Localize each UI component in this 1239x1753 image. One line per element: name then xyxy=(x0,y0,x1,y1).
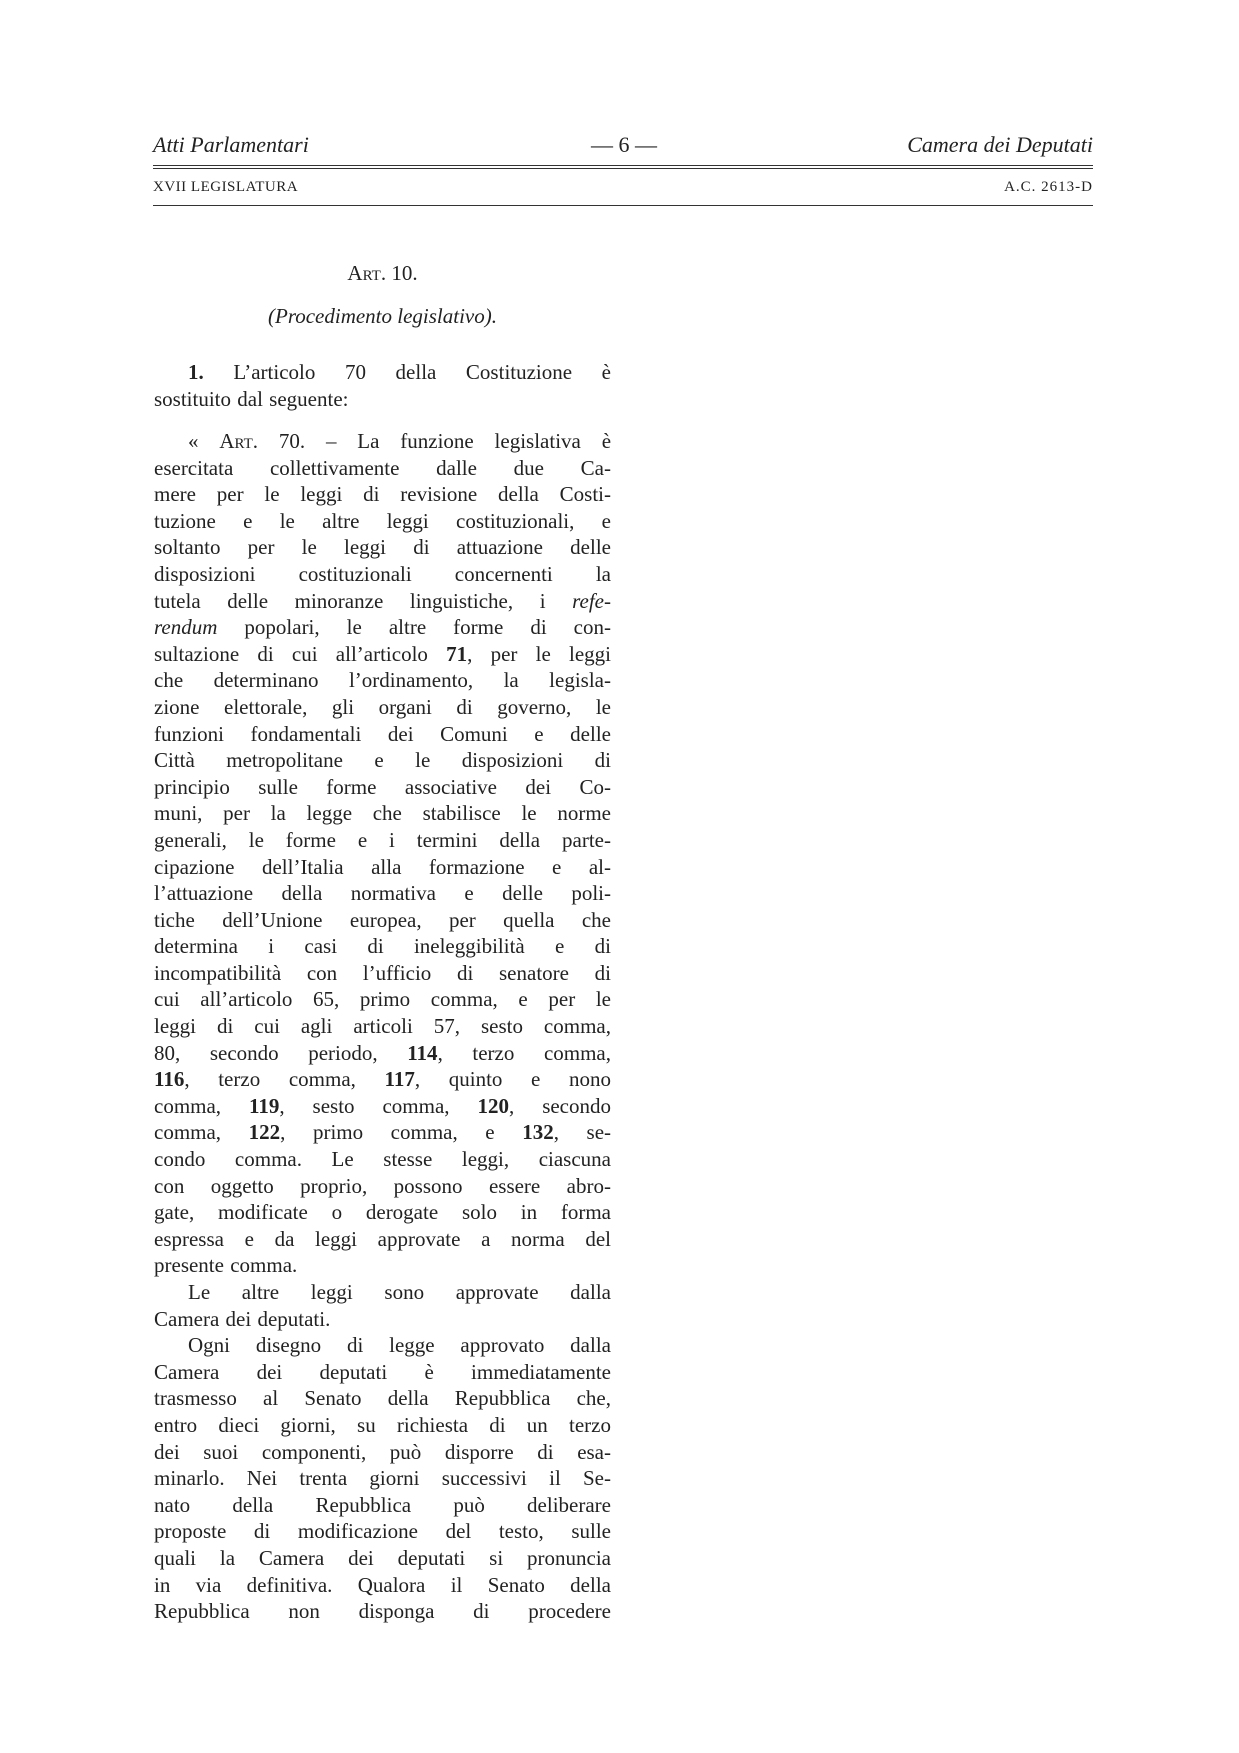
text-run: , primo comma, e xyxy=(280,1120,523,1145)
text-line xyxy=(154,1359,611,1386)
header-publication: Atti Parlamentari xyxy=(153,132,309,157)
text-line xyxy=(154,641,611,668)
text-line xyxy=(154,1332,611,1359)
text-run: 119 xyxy=(249,1093,280,1118)
text-line xyxy=(154,1465,611,1492)
text-run: tuzione e le altre leggi costituzionali, e xyxy=(154,508,611,533)
text-run: 122 xyxy=(248,1120,281,1145)
text-line xyxy=(154,1199,611,1226)
text-run: muni, per la legge che stabilisce le norme xyxy=(154,801,611,826)
text-line xyxy=(154,1173,611,1200)
text-run: dei suoi componenti, può disporre di esa- xyxy=(154,1439,611,1464)
text-run: , quinto e nono xyxy=(414,1067,611,1092)
text-run: Città metropolitane e le disposizioni di xyxy=(154,748,611,773)
text-run: entro dieci giorni, su richiesta di un terzo xyxy=(154,1412,611,1437)
text-line xyxy=(154,933,611,960)
text-run: , terzo comma, xyxy=(437,1040,612,1065)
text-line xyxy=(154,1013,611,1040)
text-run: esercitata collettivamente dalle due Ca- xyxy=(154,455,611,480)
text-run: leggi di cui agli articoli 57, sesto comma, xyxy=(154,1014,611,1039)
text-line xyxy=(154,1412,611,1439)
text-run: in via definitiva. Qualora il Senato della xyxy=(154,1572,611,1597)
running-header xyxy=(153,132,1093,160)
text-run: con oggetto proprio, possono essere abro- xyxy=(154,1173,611,1198)
text-run: « xyxy=(188,429,220,453)
text-run: popolari, le altre forme di con- xyxy=(217,615,611,640)
text-run: 1. xyxy=(188,360,204,384)
text-line xyxy=(154,1119,611,1146)
text-run: cipazione dell’Italia alla formazione e al- xyxy=(154,854,611,879)
text-run: 117 xyxy=(384,1067,415,1092)
text-run: 132 xyxy=(522,1120,554,1145)
header-chamber: Camera dei Deputati xyxy=(907,132,1093,157)
text-run: sostituito dal seguente: xyxy=(154,386,349,411)
text-line xyxy=(154,508,611,535)
text-run: comma, xyxy=(154,1120,249,1145)
text-line xyxy=(154,1040,611,1067)
text-line xyxy=(154,1252,611,1279)
header-double-rule xyxy=(153,165,1093,169)
article-number: Art. 10. xyxy=(347,261,418,285)
text-run: refe- xyxy=(572,588,611,613)
text-line xyxy=(154,1066,611,1093)
text-line xyxy=(154,1492,611,1519)
text-run: Repubblica non disponga di procedere xyxy=(154,1599,611,1624)
text-run: 120 xyxy=(477,1093,509,1118)
text-line xyxy=(154,721,611,748)
text-line xyxy=(154,588,611,615)
text-run: trasmesso al Senato della Repubblica che, xyxy=(154,1386,611,1411)
text-run: tutela delle minoranze linguistiche, i xyxy=(154,588,573,613)
text-line xyxy=(154,986,611,1013)
text-run: , secondo xyxy=(509,1093,612,1118)
text-line xyxy=(154,1279,611,1306)
text-line xyxy=(154,827,611,854)
text-run: principio sulle forme associative dei Co- xyxy=(154,774,611,799)
text-line xyxy=(154,1572,611,1599)
text-run: soltanto per le leggi di attuazione delle xyxy=(154,535,611,560)
text-run: comma, xyxy=(154,1093,250,1118)
text-line xyxy=(154,694,611,721)
text-run: 80, secondo periodo, xyxy=(154,1040,408,1065)
text-run: 70. – La funzione legislativa è xyxy=(258,429,612,453)
text-run: Camera dei deputati è immediatamente xyxy=(154,1359,611,1384)
text-line xyxy=(154,561,611,588)
text-line xyxy=(154,880,611,907)
text-run: , se- xyxy=(553,1120,612,1145)
text-run: minarlo. Nei trenta giorni successivi il Se- xyxy=(154,1466,611,1491)
header-rule xyxy=(153,205,1093,206)
text-line xyxy=(154,1545,611,1572)
text-line xyxy=(154,1518,611,1545)
legislature-label: XVII LEGISLATURA xyxy=(153,179,299,195)
text-run: L’articolo 70 della Costituzione è xyxy=(203,360,611,384)
text-run: 116 xyxy=(154,1067,185,1092)
text-run: disposizioni costituzionali concernenti la xyxy=(154,561,611,586)
text-line xyxy=(154,455,611,482)
text-run: condo comma. Le stesse leggi, ciascuna xyxy=(154,1147,611,1172)
text-line xyxy=(154,1093,611,1120)
page-number: — 6 — xyxy=(591,132,657,157)
act-number: A.C. 2613-D xyxy=(1004,179,1093,195)
text-run: sultazione di cui all’articolo xyxy=(154,641,447,666)
text-run: presente comma. xyxy=(154,1253,298,1278)
text-line xyxy=(154,1598,611,1625)
text-run: proposte di modificazione del testo, sulle xyxy=(154,1519,611,1544)
text-run: generali, le forme e i termini della parte- xyxy=(154,827,611,852)
paragraph-1 xyxy=(154,359,611,412)
text-line xyxy=(154,907,611,934)
text-line xyxy=(154,1385,611,1412)
text-run: espressa e da leggi approvate a norma del xyxy=(154,1226,611,1251)
article-rubric: (Procedimento legislativo). xyxy=(268,304,497,328)
text-line xyxy=(154,428,611,455)
text-run: mere per le leggi di revisione della Costi- xyxy=(154,482,611,507)
text-line xyxy=(154,359,611,386)
text-run: quali la Camera dei deputati si pronuncia xyxy=(154,1545,611,1570)
text-line xyxy=(154,960,611,987)
text-line xyxy=(154,747,611,774)
text-run: Art. xyxy=(219,429,259,453)
text-run: cui all’articolo 65, primo comma, e per le xyxy=(154,987,611,1012)
text-run: zione elettorale, gli organi di governo, le xyxy=(154,694,611,719)
text-run: , terzo comma, xyxy=(184,1067,385,1092)
text-line xyxy=(154,1226,611,1253)
text-run: incompatibilità con l’ufficio di senatore di xyxy=(154,960,611,985)
text-line xyxy=(154,534,611,561)
text-run: gate, modificate o derogate solo in forma xyxy=(154,1200,611,1225)
text-line xyxy=(154,481,611,508)
text-line xyxy=(154,1146,611,1173)
text-line xyxy=(154,800,611,827)
text-line xyxy=(154,386,611,413)
text-run: che determinano l’ordinamento, la legisla- xyxy=(154,668,611,693)
text-line xyxy=(154,614,611,641)
text-run: funzioni fondamentali dei Comuni e delle xyxy=(154,721,611,746)
text-line xyxy=(154,854,611,881)
text-line xyxy=(154,774,611,801)
text-run: l’attuazione della normativa e delle poli- xyxy=(154,881,611,906)
text-run: nato della Repubblica può deliberare xyxy=(154,1492,611,1517)
text-run: Ogni disegno di legge approvato dalla xyxy=(188,1333,611,1358)
text-line xyxy=(154,667,611,694)
text-line xyxy=(154,1439,611,1466)
text-run: Camera dei deputati. xyxy=(154,1306,331,1331)
text-run: , sesto comma, xyxy=(279,1093,478,1118)
text-run: 114 xyxy=(407,1040,438,1065)
paragraph-replacement-text xyxy=(154,428,611,1625)
text-line xyxy=(154,1306,611,1333)
text-run: determina i casi di ineleggibilità e di xyxy=(154,934,611,959)
text-run: 71 xyxy=(446,641,468,666)
text-run: tiche dell’Unione europea, per quella che xyxy=(154,907,611,932)
text-run: rendum xyxy=(154,615,218,640)
sub-header xyxy=(153,179,1093,199)
text-run: , per le leggi xyxy=(467,641,611,666)
text-run: Le altre leggi sono approvate dalla xyxy=(188,1280,611,1304)
